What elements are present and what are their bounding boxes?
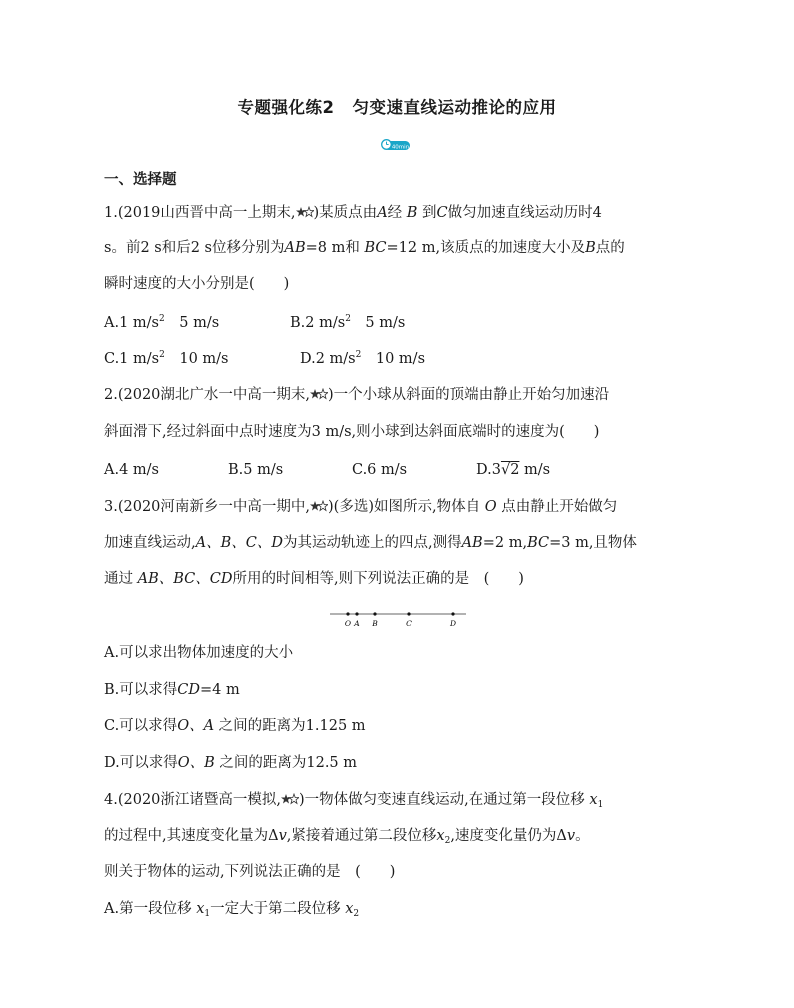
label-c: C — [406, 619, 412, 628]
q3-line3: 通过 AB、BC、CD所用的时间相等,则下列说法正确的是 ( ) — [104, 571, 524, 587]
section-heading: 一、选择题 — [104, 172, 177, 188]
q1-option-a: A.1 $m/s^2$ 5 m/s — [104, 314, 220, 331]
title-part2: 匀变速直线运动推论的应用 — [352, 98, 557, 117]
q2-option-c: C.6 m/s — [352, 462, 408, 478]
motion-track-figure — [330, 608, 466, 630]
label-d: D — [449, 619, 457, 628]
q3-line2: 加速直线运动,A、B、C、D为其运动轨迹上的四点,测得AB=2 m,BC=3 m,且物体 — [104, 535, 637, 551]
q3-option-a: A.可以求出物体加速度的大小 — [104, 645, 294, 661]
q1-option-c: C.1 $m/s^2$ 10 m/s — [104, 350, 229, 367]
timer-badge — [381, 139, 411, 151]
q2-option-a: A.4 m/s — [104, 462, 159, 478]
point-c — [407, 612, 410, 615]
q2-option-b: B.5 m/s — [228, 462, 284, 478]
q2-line1: 2.(2020湖北广水一中高一期末, )一个小球从斜面的顶端由静止开始匀加速沿 — [104, 387, 610, 403]
label-b: B — [372, 619, 378, 628]
q3-line1: 3.(2020河南新乡一中高一期中, )(多选)如图所示,物体自 O 点由静止开始做匀 — [104, 499, 618, 515]
q3-option-b: B.可以求得CD=4 m — [104, 682, 240, 698]
difficulty-star-icon — [281, 793, 299, 805]
title-part1: 专题强化练2 — [237, 98, 335, 117]
q3-option-d: D.可以求得O、B 之间的距离为12.5 m — [104, 755, 358, 771]
q3-option-c: C.可以求得O、A 之间的距离为1.125 m — [104, 718, 366, 734]
q1-line1: 1.(2019山西晋中高一上期末, )某质点由A经 B 到C做匀加速直线运动历时4 — [104, 205, 602, 221]
page-title — [0, 94, 794, 118]
point-d — [451, 612, 454, 615]
q4-line3: 则关于物体的运动,下列说法正确的是 ( ) — [104, 864, 396, 880]
point-a — [355, 612, 358, 615]
difficulty-star-icon — [310, 500, 328, 512]
difficulty-star-icon — [296, 206, 314, 218]
point-b — [373, 612, 376, 615]
q1-line3: 瞬时速度的大小分别是( ) — [104, 276, 290, 292]
q2-line2: 斜面滑下,经过斜面中点时速度为3 m/s,则小球到达斜面底端时的速度为( ) — [104, 424, 600, 440]
q4-line2: 的过程中,其速度变化量为Δv,紧接着通过第二段位移$x_2$,速度变化量仍为Δv。 — [104, 828, 590, 846]
q1-option-d: D.2 $m/s^2$ 10 m/s — [300, 350, 426, 367]
timer-text: 40min — [391, 144, 410, 151]
q4-line1: 4.(2020浙江诸暨高一模拟, )一物体做匀变速直线运动,在通过第一段位移 $x_1$ — [104, 792, 604, 810]
q2-option-d: D.3√2 m/s — [476, 462, 551, 478]
q1-line2: s。前2 s和后2 s位移分别为AB=8 m和 BC=12 m,该质点的加速度大小及B点的 — [104, 240, 625, 256]
point-o — [346, 612, 349, 615]
label-a: A — [354, 619, 360, 628]
difficulty-star-icon — [310, 388, 328, 400]
q1-option-b: B.2 $m/s^2$ 5 m/s — [290, 314, 406, 331]
q4-option-a: A.第一段位移 $x_1$一定大于第二段位移 $x_2$ — [104, 901, 360, 919]
label-o: O — [344, 619, 352, 628]
